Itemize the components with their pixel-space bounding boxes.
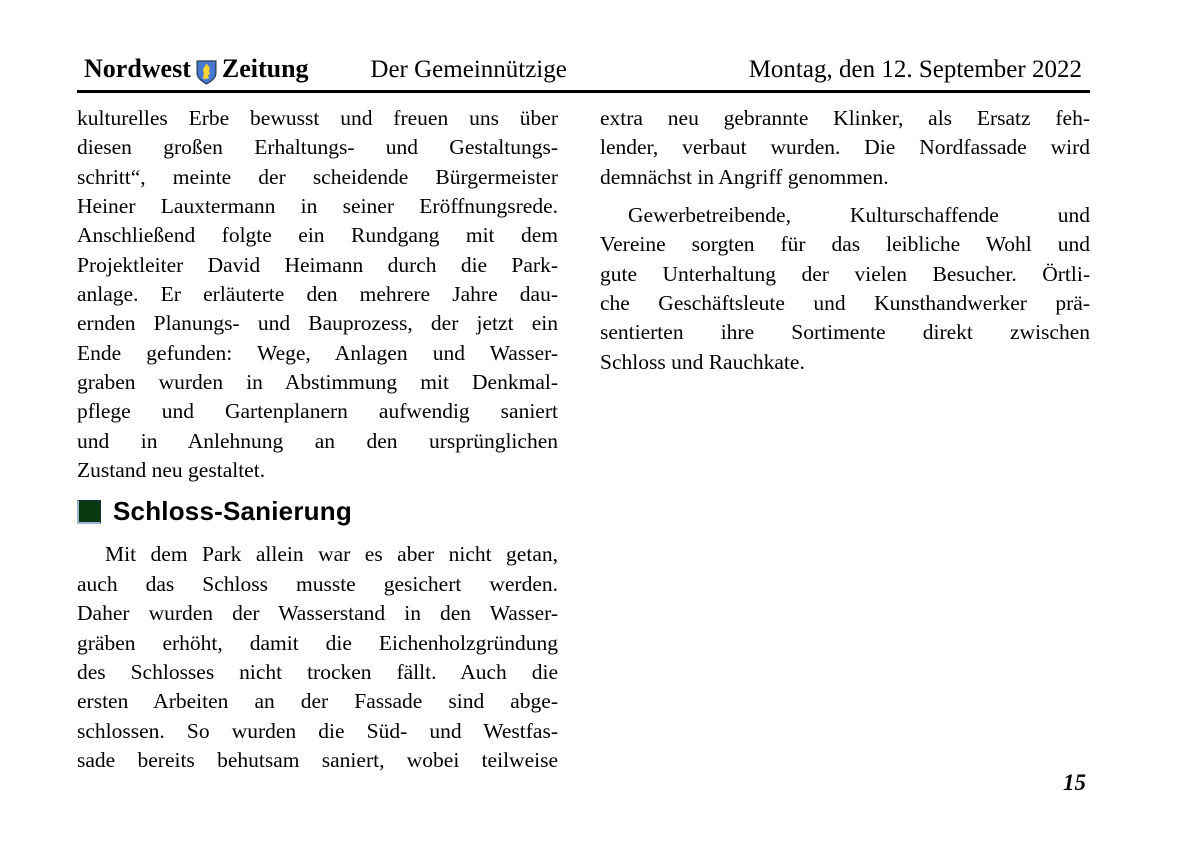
paragraph <box>77 540 558 775</box>
newspaper-brand <box>77 54 309 84</box>
text-line: Projektleiter David Heimann durch die Park- <box>77 252 558 277</box>
section-heading <box>77 496 558 527</box>
text-line: schlossen. So wurden die Süd- und Westfas- <box>77 718 558 743</box>
section-heading-label: Schloss-Sanierung <box>113 496 352 527</box>
text-line: Anschließend folgte ein Rundgang mit dem <box>77 223 558 248</box>
text-line: lender, verbaut wurden. Die Nordfassade wird <box>600 135 1090 160</box>
text-line: ernden Planungs- und Bauprozess, der jetzt ein <box>77 311 558 336</box>
paragraph <box>600 104 1090 192</box>
text-line: Daher wurden der Wasserstand in den Wasser- <box>77 601 558 626</box>
text-line: graben wurden in Abstimmung mit Denkmal- <box>77 370 558 395</box>
text-line: auch das Schloss musste gesichert werden. <box>77 571 558 596</box>
text-line: Zustand neu gestaltet. <box>77 458 266 483</box>
text-line: des Schlosses nicht trocken fällt. Auch die <box>77 659 558 684</box>
text-line: und in Anlehnung an den ursprünglichen <box>77 428 558 453</box>
text-line: gute Unterhaltung der vielen Besucher. Örtli- <box>600 261 1090 286</box>
paragraph <box>77 104 558 485</box>
text-line: gräben erhöht, damit die Eichenholzgründung <box>77 630 558 655</box>
town-crest-icon <box>196 60 217 85</box>
text-line: anlage. Er erläuterte den mehrere Jahre dau- <box>77 282 558 307</box>
paragraph <box>600 201 1090 377</box>
text-line: extra neu gebrannte Klinker, als Ersatz feh- <box>600 106 1090 130</box>
page-content <box>77 54 1090 775</box>
text-line: sentierten ihre Sortimente direkt zwischen <box>600 320 1090 345</box>
publication-subtitle: Der Gemeinnützige <box>370 56 567 83</box>
text-line: diesen großen Erhaltungs- und Gestaltungs- <box>77 135 558 160</box>
text-line: Vereine sorgten für das leibliche Wohl und <box>600 232 1090 257</box>
text-line: Schloss und Rauchkate. <box>600 349 805 374</box>
text-line: pflege und Gartenplanern aufwendig saniert <box>77 399 558 424</box>
text-line: Mit dem Park allein war es aber nicht getan, <box>105 542 558 567</box>
text-line: ersten Arbeiten an der Fassade sind abge- <box>77 689 558 714</box>
text-line: kulturelles Erbe bewusst und freuen uns über <box>77 106 558 130</box>
text-line: che Geschäftsleute und Kunsthandwerker prä- <box>600 291 1090 316</box>
page-number: 15 <box>1063 770 1086 795</box>
page-header <box>77 54 1090 93</box>
brand-word-right: Zeitung <box>221 54 309 83</box>
brand-word-left: Nordwest <box>84 54 191 83</box>
text-line: Heiner Lauxtermann in seiner Eröffnungsrede. <box>77 194 558 219</box>
article-columns <box>77 104 1090 775</box>
text-line: Gewerbetreibende, Kulturschaffende und <box>628 203 1090 228</box>
heading-bullet-square-icon <box>77 500 101 524</box>
text-line: demnächst in Angriff genommen. <box>600 164 889 189</box>
right-column <box>600 104 1090 775</box>
left-column <box>77 104 558 775</box>
text-line: sade bereits behutsam saniert, wobei teilweise <box>77 747 558 772</box>
text-line: schritt“, meinte der scheidende Bürgermeister <box>77 164 558 189</box>
text-line: Ende gefunden: Wege, Anlagen und Wasser- <box>77 340 558 365</box>
issue-date: Montag, den 12. September 2022 <box>748 56 1082 83</box>
